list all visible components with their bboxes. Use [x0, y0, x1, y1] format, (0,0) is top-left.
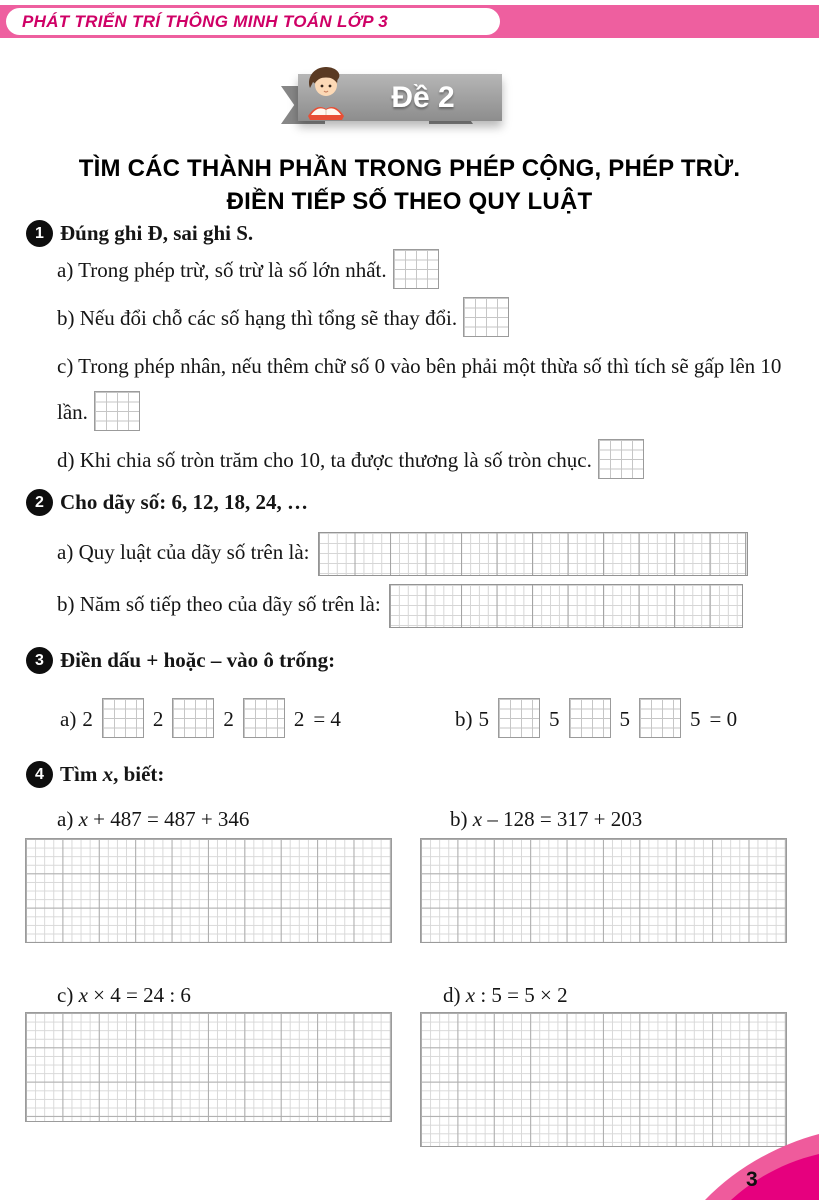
question-3a-term: 2 — [152, 707, 164, 731]
question-2-prompt: Cho dãy số: 6, 12, 18, 24, … — [60, 490, 308, 514]
header-pill — [6, 8, 500, 35]
question-1d-text: d) Khi chia số tròn trăm cho 10, ta được thương là số tròn chục. — [57, 448, 592, 472]
question-3-prompt: Điền dấu + hoặc – vào ô trống: — [60, 648, 336, 672]
question-1-prompt: Đúng ghi Đ, sai ghi S. — [60, 221, 254, 245]
answer-box-q3b-2[interactable] — [569, 698, 611, 738]
question-3b-result: = 0 — [709, 707, 738, 731]
equation-q4c-variable: x — [78, 983, 88, 1007]
question-2b — [57, 576, 743, 632]
equation-q4b — [450, 804, 642, 834]
question-1-number: 1 — [26, 220, 53, 247]
answer-box-q3a-2[interactable] — [172, 698, 214, 738]
question-1c-text: c) Trong phép nhân, nếu thêm chữ số 0 vào bên phải một thừa số thì tích sẽ gấp lên 10 lần. — [57, 354, 782, 424]
question-3a-term: 2 — [223, 707, 234, 731]
question-1b-text: b) Nếu đổi chỗ các số hạng thì tổng sẽ thay đổi. — [57, 306, 458, 330]
equation-q4a-label: a) — [57, 807, 79, 831]
question-2a — [57, 524, 748, 580]
question-3b-term: 5 — [478, 707, 489, 731]
worksheet-title — [0, 152, 819, 218]
equation-q4c — [57, 980, 191, 1010]
answer-box-q1c[interactable] — [94, 391, 140, 431]
answer-box-q2b[interactable] — [389, 584, 743, 628]
question-1d — [57, 437, 650, 483]
work-grid-q4b[interactable] — [420, 838, 787, 943]
answer-box-q1b[interactable] — [463, 297, 509, 337]
question-4-prompt-variable: x — [102, 762, 114, 786]
question-3b-term: 5 — [549, 707, 560, 731]
equation-q4c-body: × 4 = 24 : 6 — [87, 983, 191, 1007]
title-line-1: TÌM CÁC THÀNH PHẦN TRONG PHÉP CỘNG, PHÉP TRỪ. — [78, 155, 741, 183]
question-3-number: 3 — [26, 647, 53, 674]
question-3a-label: a) — [60, 707, 77, 731]
equation-q4a-body: + 487 = 487 + 346 — [87, 807, 250, 831]
question-3a-term: 2 — [293, 707, 305, 731]
equation-q4d — [443, 980, 568, 1010]
equation-q4a — [57, 804, 249, 834]
equation-q4b-body: – 128 = 317 + 203 — [482, 807, 643, 831]
question-4-prompt-suffix: , biết: — [113, 762, 165, 786]
question-2a-text: a) Quy luật của dãy số trên là: — [57, 540, 310, 564]
exam-number-label: Đề 2 — [391, 80, 455, 114]
equation-q4a-variable: x — [78, 807, 88, 831]
question-3b — [452, 697, 737, 741]
question-1a-text: a) Trong phép trừ, số trừ là số lớn nhất. — [57, 258, 387, 282]
answer-box-q3b-1[interactable] — [498, 698, 540, 738]
work-grid-q4a[interactable] — [25, 838, 392, 943]
book-title: PHÁT TRIỂN TRÍ THÔNG MINH TOÁN LỚP 3 — [22, 11, 388, 31]
equation-q4b-variable: x — [472, 807, 483, 831]
title-line-2: ĐIỀN TIẾP SỐ THEO QUY LUẬT — [226, 188, 593, 216]
equation-q4c-label: c) — [57, 983, 79, 1007]
equation-q4d-variable: x — [465, 983, 476, 1007]
question-3a — [57, 697, 341, 741]
answer-box-q3b-3[interactable] — [639, 698, 681, 738]
equation-q4b-label: b) — [450, 807, 473, 831]
page-number: 3 — [746, 1168, 758, 1191]
answer-box-q1d[interactable] — [598, 439, 644, 479]
equation-q4d-body: : 5 = 5 × 2 — [475, 983, 568, 1007]
work-grid-q4c[interactable] — [25, 1012, 392, 1122]
answer-box-q1a[interactable] — [393, 249, 439, 289]
question-4-prompt — [60, 762, 164, 787]
question-2-number: 2 — [26, 489, 53, 516]
question-1a — [57, 247, 445, 293]
question-3b-label: b) — [455, 707, 473, 731]
question-1b — [57, 295, 515, 341]
question-4-number: 4 — [26, 761, 53, 788]
child-reading-icon — [300, 64, 352, 122]
answer-box-q3a-1[interactable] — [102, 698, 144, 738]
equation-q4d-label: d) — [443, 983, 466, 1007]
question-3b-term: 5 — [619, 707, 630, 731]
question-2b-text: b) Năm số tiếp theo của dãy số trên là: — [57, 592, 381, 616]
question-4-prompt-prefix: Tìm — [60, 762, 103, 786]
question-1c — [57, 343, 805, 435]
answer-box-q2a[interactable] — [318, 532, 748, 576]
question-3a-term: 2 — [82, 707, 93, 731]
question-3a-result: = 4 — [313, 707, 341, 731]
question-3b-term: 5 — [690, 707, 701, 731]
answer-box-q3a-3[interactable] — [243, 698, 285, 738]
